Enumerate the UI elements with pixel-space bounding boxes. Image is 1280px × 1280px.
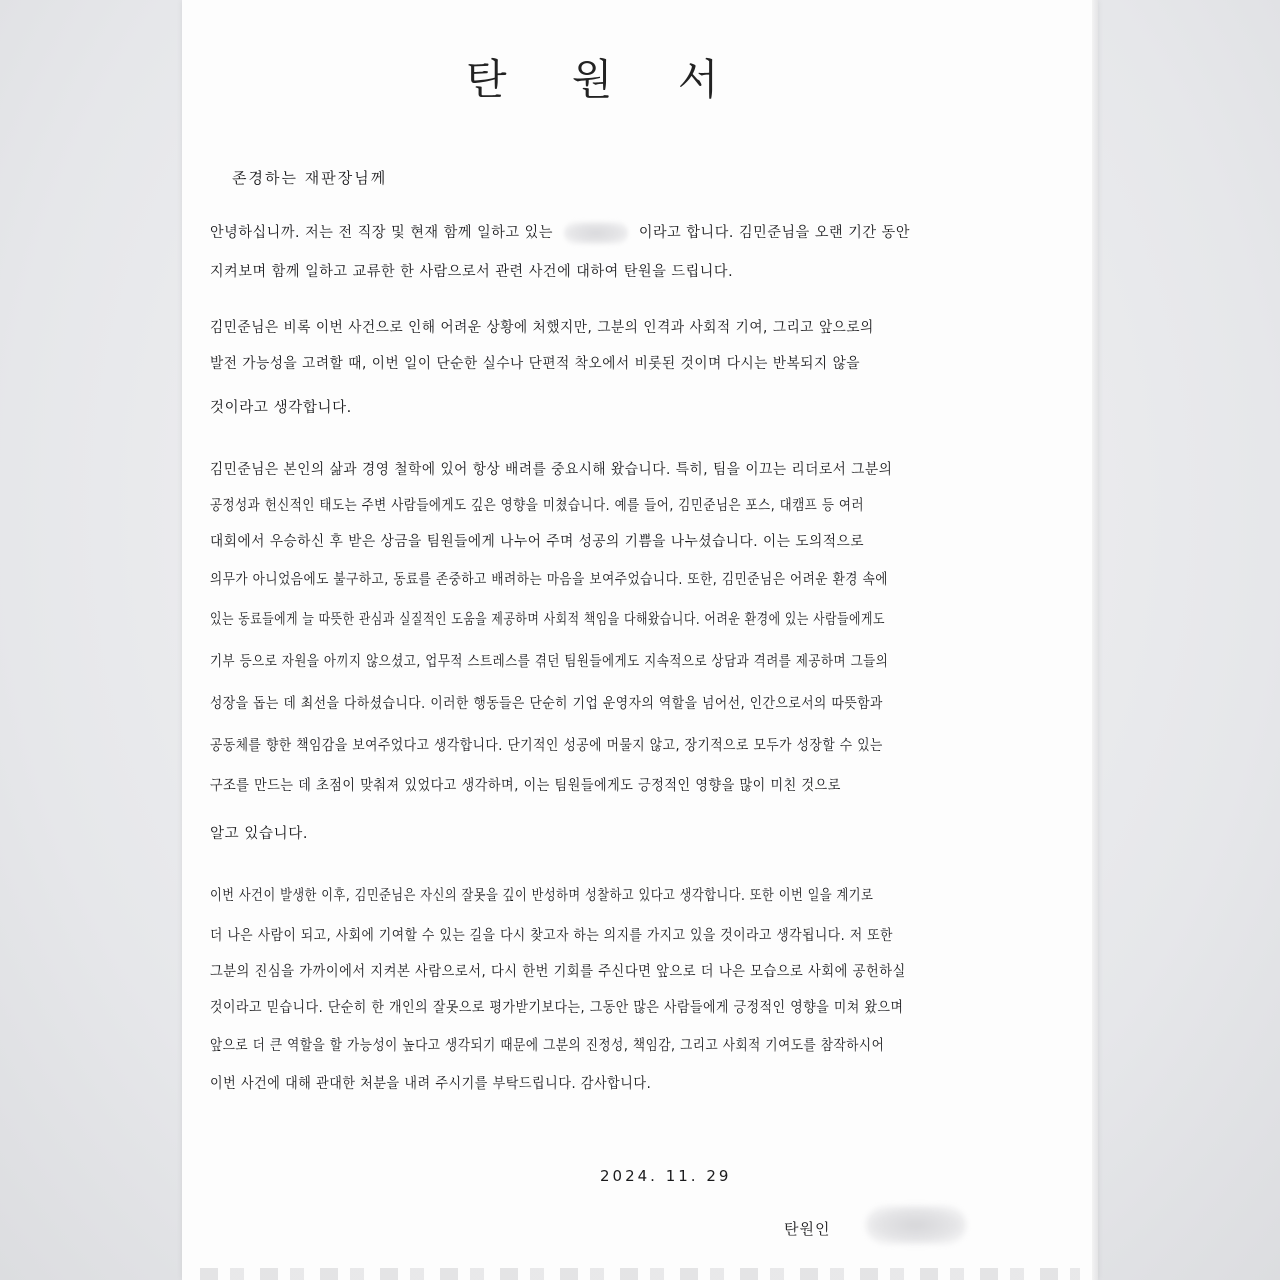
letter-line: 의무가 아니었음에도 불구하고, 동료를 존중하고 배려하는 마음을 보여주었습니다. 또한, 김민준님은 어려운 환경 속에	[210, 572, 888, 588]
letter-line: 있는 동료들에게 늘 따뜻한 관심과 실질적인 도움을 제공하며 사회적 책임을 다해왔습니다. 어려운 환경에 있는 사람들에게도	[210, 612, 885, 628]
letter-line: 대회에서 우승하신 후 받은 상금을 팀원들에게 나누어 주며 성공의 기쁨을 나누셨습니다. 이는 도의적으로	[210, 534, 865, 550]
letter-line: 그분의 진심을 가까이에서 지켜본 사람으로서, 다시 한번 기회를 주신다면 앞으로 더 나은 모습으로 사회에 공헌하실	[210, 964, 906, 980]
letter-line: 지켜보며 함께 일하고 교류한 한 사람으로서 관련 사건에 대하여 탄원을 드립니다.	[210, 264, 734, 280]
letter-line: 김민준님은 본인의 삶과 경영 철학에 있어 항상 배려를 중요시해 왔습니다. 특히, 팀을 이끄는 리더로서 그분의	[210, 462, 893, 478]
letter-salutation: 존경하는 재판장님께	[232, 169, 388, 187]
letter-line: 더 나은 사람이 되고, 사회에 기여할 수 있는 길을 다시 찾고자 하는 의지를 가지고 있을 것이라고 생각됩니다. 저 또한	[210, 928, 893, 944]
redacted-name-blur	[564, 222, 628, 244]
letter-line: 이번 사건이 발생한 이후, 김민준님은 자신의 잘못을 깊이 반성하며 성찰하고 있다고 생각합니다. 또한 이번 일을 계기로	[210, 888, 874, 904]
letter-line: 이번 사건에 대해 관대한 처분을 내려 주시기를 부탁드립니다. 감사합니다.	[210, 1076, 652, 1092]
letter-line-text: 안녕하십니까. 저는 전 직장 및 현재 함께 일하고 있는	[210, 225, 554, 241]
letter-line: 것이라고 믿습니다. 단순히 한 개인의 잘못으로 평가받기보다는, 그동안 많은 사람들에게 긍정적인 영향을 미쳐 왔으며	[210, 1000, 904, 1016]
letter-line: 구조를 만드는 데 초점이 맞춰져 있었다고 생각하며, 이는 팀원들에게도 긍정적인 영향을 많이 미친 것으로	[210, 778, 841, 794]
letter-line: 성장을 돕는 데 최선을 다하셨습니다. 이러한 행동들은 단순히 기업 운영자의 역할을 넘어선, 인간으로서의 따뜻함과	[210, 696, 883, 712]
letter-line: 알고 있습니다.	[210, 826, 309, 842]
letter-line: 공동체를 향한 책임감을 보여주었다고 생각합니다. 단기적인 성공에 머물지 않고, 장기적으로 모두가 성장할 수 있는	[210, 738, 883, 754]
paper-edge	[1092, 0, 1098, 1280]
letter-line	[210, 222, 910, 244]
letter-line: 발전 가능성을 고려할 때, 이번 일이 단순한 실수나 단편적 착오에서 비롯된 것이며 다시는 반복되지 않을	[210, 356, 861, 372]
signer-label: 탄원인	[784, 1220, 831, 1238]
letter-line: 앞으로 더 큰 역할을 할 가능성이 높다고 생각되기 때문에 그분의 진정성, 책임감, 그리고 사회적 기여도를 참작하시어	[210, 1038, 885, 1054]
letter-line: 기부 등으로 자원을 아끼지 않으셨고, 업무적 스트레스를 겪던 팀원들에게도 지속적으로 상담과 격려를 제공하며 그들의	[210, 654, 889, 670]
redacted-signature-blur	[866, 1206, 966, 1244]
letter-line: 것이라고 생각합니다.	[210, 400, 352, 416]
letter-title: 탄 원 서	[466, 55, 745, 104]
letter-line: 공정성과 헌신적인 태도는 주변 사람들에게도 깊은 영향을 미쳤습니다. 예를 들어, 김민준님은 포스, 대캠프 등 여러	[210, 498, 865, 514]
letter-line-text: 이라고 합니다. 김민준님을 오랜 기간 동안	[638, 225, 911, 241]
letter-line: 김민준님은 비록 이번 사건으로 인해 어려운 상황에 처했지만, 그분의 인격과 사회적 기여, 그리고 앞으로의	[210, 320, 874, 336]
letter-date: 2024. 11. 29	[600, 1167, 732, 1185]
bleed-through-strip	[200, 1268, 1080, 1280]
